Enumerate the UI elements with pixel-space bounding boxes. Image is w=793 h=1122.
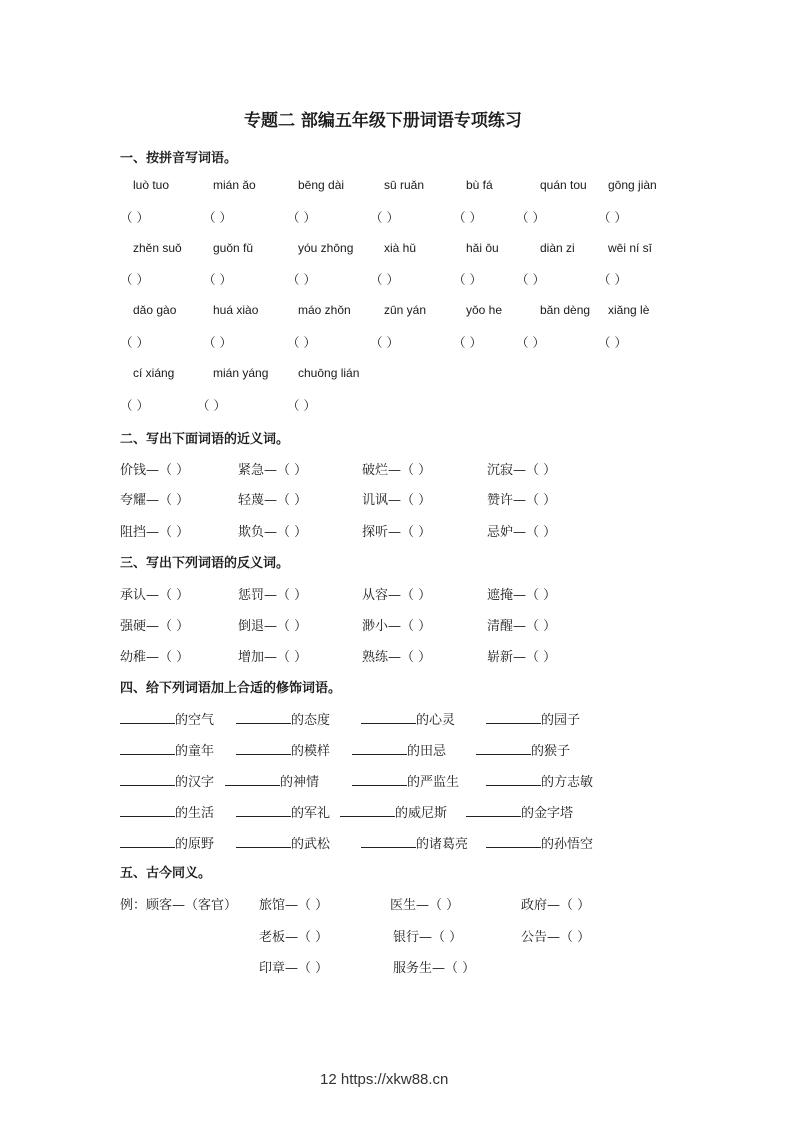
answer-parentheses: （ ） xyxy=(203,335,232,350)
modifier-target-word: 的神情 xyxy=(280,775,320,790)
antonym-item: 崭新—（ ） xyxy=(487,650,557,665)
answer-parentheses: （ ） xyxy=(203,210,232,225)
modifier-target-word: 的态度 xyxy=(291,713,331,728)
ancient-modern-item: 银行—（ ） xyxy=(393,930,463,945)
pinyin-item: chuōng lián xyxy=(298,366,360,380)
answer-parentheses: （ ） xyxy=(287,210,316,225)
fill-in-blank xyxy=(236,742,291,755)
modifier-item xyxy=(476,740,570,759)
fill-in-blank xyxy=(486,835,541,848)
modifier-target-word: 的童年 xyxy=(175,744,215,759)
modifier-item xyxy=(486,771,593,790)
fill-in-blank xyxy=(120,711,175,724)
synonym-item: 讥讽—（ ） xyxy=(362,493,432,508)
antonym-item: 强硬—（ ） xyxy=(120,619,190,634)
pinyin-item: sū ruǎn xyxy=(384,178,425,192)
modifier-item xyxy=(120,802,214,821)
pinyin-item: xiǎng lè xyxy=(608,303,650,317)
answer-parentheses: （ ） xyxy=(453,210,482,225)
pinyin-item: diàn zi xyxy=(540,241,575,255)
answer-parentheses: （ ） xyxy=(120,335,149,350)
answer-parentheses: （ ） xyxy=(516,272,545,287)
modifier-item xyxy=(466,802,573,821)
ancient-modern-item: 印章—（ ） xyxy=(259,961,329,976)
pinyin-item: quán tou xyxy=(540,178,587,192)
page-title: 专题二 部编五年级下册词语专项练习 xyxy=(244,111,522,131)
answer-parentheses: （ ） xyxy=(516,335,545,350)
synonym-item: 沉寂—（ ） xyxy=(487,463,557,478)
modifier-item xyxy=(120,833,214,852)
modifier-item xyxy=(236,802,330,821)
fill-in-blank xyxy=(120,742,175,755)
synonym-item: 价钱—（ ） xyxy=(120,463,190,478)
pinyin-item: hǎi ōu xyxy=(466,241,499,255)
pinyin-item: xià hǔ xyxy=(384,241,417,255)
fill-in-blank xyxy=(486,773,541,786)
fill-in-blank xyxy=(120,835,175,848)
ancient-example: 例：顾客—（客官） xyxy=(120,898,238,913)
modifier-item xyxy=(236,709,330,728)
antonym-item: 幼稚—（ ） xyxy=(120,650,190,665)
pinyin-item: gōng jiàn xyxy=(608,178,657,192)
antonym-item: 承认—（ ） xyxy=(120,588,190,603)
modifier-item xyxy=(340,802,447,821)
answer-parentheses: （ ） xyxy=(453,272,482,287)
modifier-target-word: 的汉字 xyxy=(175,775,215,790)
modifier-item xyxy=(236,833,330,852)
fill-in-blank xyxy=(352,773,407,786)
answer-parentheses: （ ） xyxy=(598,272,627,287)
fill-in-blank xyxy=(361,835,416,848)
fill-in-blank xyxy=(236,804,291,817)
fill-in-blank xyxy=(120,804,175,817)
section-5-heading: 五、古今同义。 xyxy=(120,866,212,881)
synonym-item: 紧急—（ ） xyxy=(238,463,308,478)
section-2-heading: 二、写出下面词语的近义词。 xyxy=(120,432,290,447)
fill-in-blank xyxy=(466,804,521,817)
modifier-item xyxy=(225,771,319,790)
modifier-target-word: 的田忌 xyxy=(407,744,447,759)
fill-in-blank xyxy=(340,804,395,817)
pinyin-item: guǒn fǔ xyxy=(213,241,254,255)
modifier-target-word: 的园子 xyxy=(541,713,581,728)
section-4-heading: 四、给下列词语加上合适的修饰词语。 xyxy=(120,681,342,696)
synonym-item: 破烂—（ ） xyxy=(362,463,432,478)
answer-parentheses: （ ） xyxy=(287,398,316,413)
pinyin-item: mián ǎo xyxy=(213,178,256,192)
answer-parentheses: （ ） xyxy=(120,398,149,413)
fill-in-blank xyxy=(361,711,416,724)
pinyin-item: luò tuo xyxy=(133,178,170,192)
modifier-target-word: 的生活 xyxy=(175,806,215,821)
modifier-target-word: 的原野 xyxy=(175,837,215,852)
pinyin-item: yóu zhōng xyxy=(298,241,354,255)
ancient-modern-item: 旅馆—（ ） xyxy=(259,898,329,913)
modifier-target-word: 的空气 xyxy=(175,713,215,728)
pinyin-item: mián yáng xyxy=(213,366,269,380)
synonym-item: 轻蔑—（ ） xyxy=(238,493,308,508)
antonym-item: 熟练—（ ） xyxy=(362,650,432,665)
answer-parentheses: （ ） xyxy=(287,272,316,287)
fill-in-blank xyxy=(236,835,291,848)
ancient-modern-item: 公告—（ ） xyxy=(521,930,591,945)
modifier-target-word: 的诸葛亮 xyxy=(416,837,469,852)
ancient-modern-item: 政府—（ ） xyxy=(521,898,591,913)
modifier-item xyxy=(361,709,455,728)
synonym-item: 赞许—（ ） xyxy=(487,493,557,508)
ancient-modern-item: 老板—（ ） xyxy=(259,930,329,945)
fill-in-blank xyxy=(236,711,291,724)
section-1-heading: 一、按拼音写词语。 xyxy=(120,151,238,166)
pinyin-item: cí xiáng xyxy=(133,366,175,380)
pinyin-item: yǒo he xyxy=(466,303,503,317)
antonym-item: 倒退—（ ） xyxy=(238,619,308,634)
fill-in-blank xyxy=(225,773,280,786)
modifier-target-word: 的猴子 xyxy=(531,744,571,759)
modifier-item xyxy=(361,833,468,852)
antonym-item: 惩罚—（ ） xyxy=(238,588,308,603)
answer-parentheses: （ ） xyxy=(598,335,627,350)
synonym-item: 探听—（ ） xyxy=(362,525,432,540)
modifier-item xyxy=(486,709,580,728)
answer-parentheses: （ ） xyxy=(287,335,316,350)
modifier-item xyxy=(236,740,330,759)
modifier-target-word: 的武松 xyxy=(291,837,331,852)
pinyin-item: wēi ní sī xyxy=(608,241,653,255)
antonym-item: 从容—（ ） xyxy=(362,588,432,603)
fill-in-blank xyxy=(352,742,407,755)
answer-parentheses: （ ） xyxy=(453,335,482,350)
synonym-item: 欺负—（ ） xyxy=(238,525,308,540)
pinyin-item: bǎn dèng xyxy=(540,303,591,317)
modifier-target-word: 的模样 xyxy=(291,744,331,759)
pinyin-item: huá xiào xyxy=(213,303,259,317)
answer-parentheses: （ ） xyxy=(120,272,149,287)
modifier-target-word: 的孙悟空 xyxy=(541,837,594,852)
modifier-target-word: 的军礼 xyxy=(291,806,331,821)
modifier-item xyxy=(120,740,214,759)
page-footer: 12 https://xkw88.cn xyxy=(320,1071,449,1088)
synonym-item: 忌妒—（ ） xyxy=(487,525,557,540)
modifier-target-word: 的金字塔 xyxy=(521,806,574,821)
antonym-item: 渺小—（ ） xyxy=(362,619,432,634)
antonym-item: 增加—（ ） xyxy=(238,650,308,665)
pinyin-item: bēng dài xyxy=(298,178,345,192)
answer-parentheses: （ ） xyxy=(120,210,149,225)
modifier-item xyxy=(486,833,593,852)
modifier-item xyxy=(120,709,214,728)
answer-parentheses: （ ） xyxy=(516,210,545,225)
modifier-target-word: 的严监生 xyxy=(407,775,460,790)
fill-in-blank xyxy=(120,773,175,786)
modifier-target-word: 的方志敏 xyxy=(541,775,594,790)
ancient-modern-item: 医生—（ ） xyxy=(390,898,460,913)
modifier-target-word: 的威尼斯 xyxy=(395,806,448,821)
answer-parentheses: （ ） xyxy=(370,335,399,350)
section-3-heading: 三、写出下列词语的反义词。 xyxy=(120,556,290,571)
fill-in-blank xyxy=(486,711,541,724)
antonym-item: 清醒—（ ） xyxy=(487,619,557,634)
antonym-item: 遮掩—（ ） xyxy=(487,588,557,603)
modifier-target-word: 的心灵 xyxy=(416,713,456,728)
ancient-modern-item: 服务生—（ ） xyxy=(393,961,476,976)
answer-parentheses: （ ） xyxy=(370,272,399,287)
fill-in-blank xyxy=(476,742,531,755)
pinyin-item: zhěn suǒ xyxy=(133,241,182,255)
answer-parentheses: （ ） xyxy=(203,272,232,287)
synonym-item: 夸耀—（ ） xyxy=(120,493,190,508)
answer-parentheses: （ ） xyxy=(370,210,399,225)
pinyin-item: dǎo gào xyxy=(133,303,177,317)
pinyin-item: máo zhǒn xyxy=(298,303,351,317)
answer-parentheses: （ ） xyxy=(197,398,226,413)
modifier-item xyxy=(120,771,214,790)
modifier-item xyxy=(352,740,446,759)
pinyin-item: bù fá xyxy=(466,178,493,192)
synonym-item: 阻挡—（ ） xyxy=(120,525,190,540)
modifier-item xyxy=(352,771,459,790)
pinyin-item: zūn yán xyxy=(384,303,427,317)
answer-parentheses: （ ） xyxy=(598,210,627,225)
